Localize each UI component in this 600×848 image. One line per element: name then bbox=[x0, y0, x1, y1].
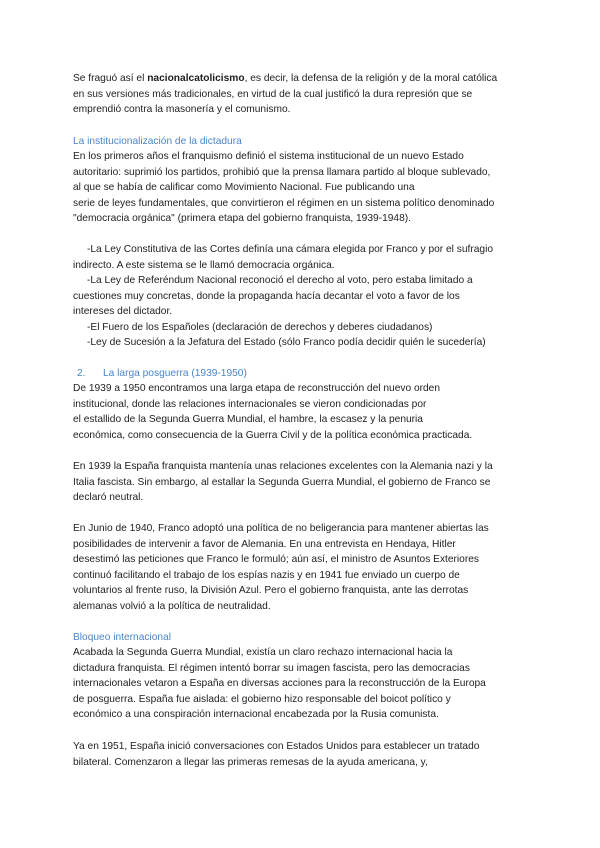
bold-term: nacionalcatolicismo bbox=[147, 73, 245, 84]
posguerra-paragraph-1 bbox=[73, 381, 533, 443]
intro-line-2: en sus versiones más tradicionales, en virtud de la cual justificó la dura represión que se bbox=[73, 88, 473, 100]
intro-paragraph bbox=[73, 71, 533, 118]
text-line: voluntarios al frente ruso, la División Azul. Pero el gobierno franquista, ante las derrotas bbox=[73, 585, 469, 596]
text-line: económico a una conspiración internacional encabezada por la Rusia comunista. bbox=[73, 709, 439, 720]
text-line: económica, como consecuencia de la Guerra Civil y de la política económica practicada. bbox=[73, 429, 473, 441]
section-title: La larga posguerra (1939-1950) bbox=[103, 368, 247, 379]
text-line: Italia fascista. Sin embargo, al estallar la Segunda Guerra Mundial, el gobierno de Franco se bbox=[73, 476, 491, 488]
text-line: En los primeros años el franquismo definió el sistema institucional de un nuevo Estado bbox=[73, 151, 464, 162]
text-line: al que se había de calificar como Movimiento Nacional. Fue publicando una bbox=[73, 182, 415, 193]
list-item-continuation: cuestiones muy concretas, donde la propaganda hacía decantar el voto a favor de los bbox=[73, 290, 460, 302]
text-line: Acabada la Segunda Guerra Mundial, existía un claro rechazo internacional hacia la bbox=[73, 647, 453, 658]
intro-line-3: emprendió contra la masonería y el comunismo. bbox=[73, 104, 291, 115]
list-item: -Ley de Sucesión a la Jefatura del Estado (sólo Franco podía decidir quién le sucedería) bbox=[87, 337, 486, 348]
bloqueo-paragraph-1 bbox=[73, 645, 533, 723]
text-line: En Junio de 1940, Franco adoptó una política de no beligerancia para mantener abiertas las bbox=[73, 523, 489, 534]
text-line: serie de leyes fundamentales, que convirtieron el régimen en un sistema político denominado bbox=[73, 197, 495, 209]
text-line: de posguerra. España fue aislada: el gobierno hizo responsable del boicot político y bbox=[73, 693, 451, 705]
text-line: bilateral. Comenzaron a llegar las primeras remesas de la ayuda americana, y, bbox=[73, 756, 428, 768]
text-line: Ya en 1951, España inició conversaciones con Estados Unidos para establecer un tratado bbox=[73, 741, 480, 752]
list-item-continuation: indirecto. A este sistema se le llamó democracia orgánica. bbox=[73, 259, 335, 271]
text-line: En 1939 la España franquista mantenía unas relaciones excelentes con la Alemania nazi y la bbox=[73, 461, 493, 472]
list-item: -La Ley Constitutiva de las Cortes definía una cámara elegida por Franco y por el sufragio bbox=[87, 244, 494, 255]
text-line: dictadura franquista. El régimen intentó borrar su imagen fascista, pero las democracias bbox=[73, 662, 470, 674]
text-line: desestimó las peticiones que Franco le formuló; aún así, el ministro de Asuntos Exteriores bbox=[73, 554, 480, 565]
section-heading-bloqueo: Bloqueo internacional bbox=[73, 632, 171, 643]
laws-list bbox=[73, 242, 533, 351]
posguerra-paragraph-2 bbox=[73, 459, 533, 506]
posguerra-paragraph-3 bbox=[73, 521, 533, 614]
text-line: "democracia orgánica" (primera etapa del gobierno franquista, 1939-1948). bbox=[73, 213, 411, 224]
text-line: De 1939 a 1950 encontramos una larga etapa de reconstrucción del nuevo orden bbox=[73, 383, 441, 394]
list-item-continuation: intereses del dictador. bbox=[73, 306, 173, 317]
intro-line-1: Se fraguó así el nacionalcatolicismo, es decir, la defensa de la religión y de la moral católica bbox=[73, 73, 498, 84]
bloqueo-paragraph-2 bbox=[73, 739, 533, 770]
section-heading-institucionalizacion: La institucionalización de la dictadura bbox=[73, 136, 242, 147]
text-line: declaró neutral. bbox=[73, 492, 144, 503]
section-heading-posguerra bbox=[73, 366, 247, 382]
list-item: -El Fuero de los Españoles (declaración de derechos y deberes ciudadanos) bbox=[87, 321, 433, 333]
text-line: posibilidades de intervenir a favor de Alemania. En una entrevista en Hendaya, Hitler bbox=[73, 538, 456, 550]
text-line: el estallido de la Segunda Guerra Mundial, el hambre, la escasez y la penuria bbox=[73, 414, 423, 425]
text-line: autoritario: suprimió los partidos, prohibió que la prensa llamara partido al bloque sublevado, bbox=[73, 166, 491, 178]
text-line: internacionales vetaron a España en diversas acciones para la reconstrucción de la Europa bbox=[73, 678, 486, 689]
text-line: alemanas volvió a la política de neutralidad. bbox=[73, 600, 271, 612]
list-item: -La Ley de Referéndum Nacional reconoció el derecho al voto, pero estaba limitado a bbox=[87, 275, 473, 286]
institucional-paragraph bbox=[73, 149, 533, 227]
text-line: institucional, donde las relaciones internacionales se vieron condicionadas por bbox=[73, 398, 427, 410]
section-number: 2. bbox=[77, 368, 86, 379]
text-line: continuó facilitando el trabajo de los espías nazis y en 1941 fue enviado un cuerpo de bbox=[73, 569, 460, 581]
